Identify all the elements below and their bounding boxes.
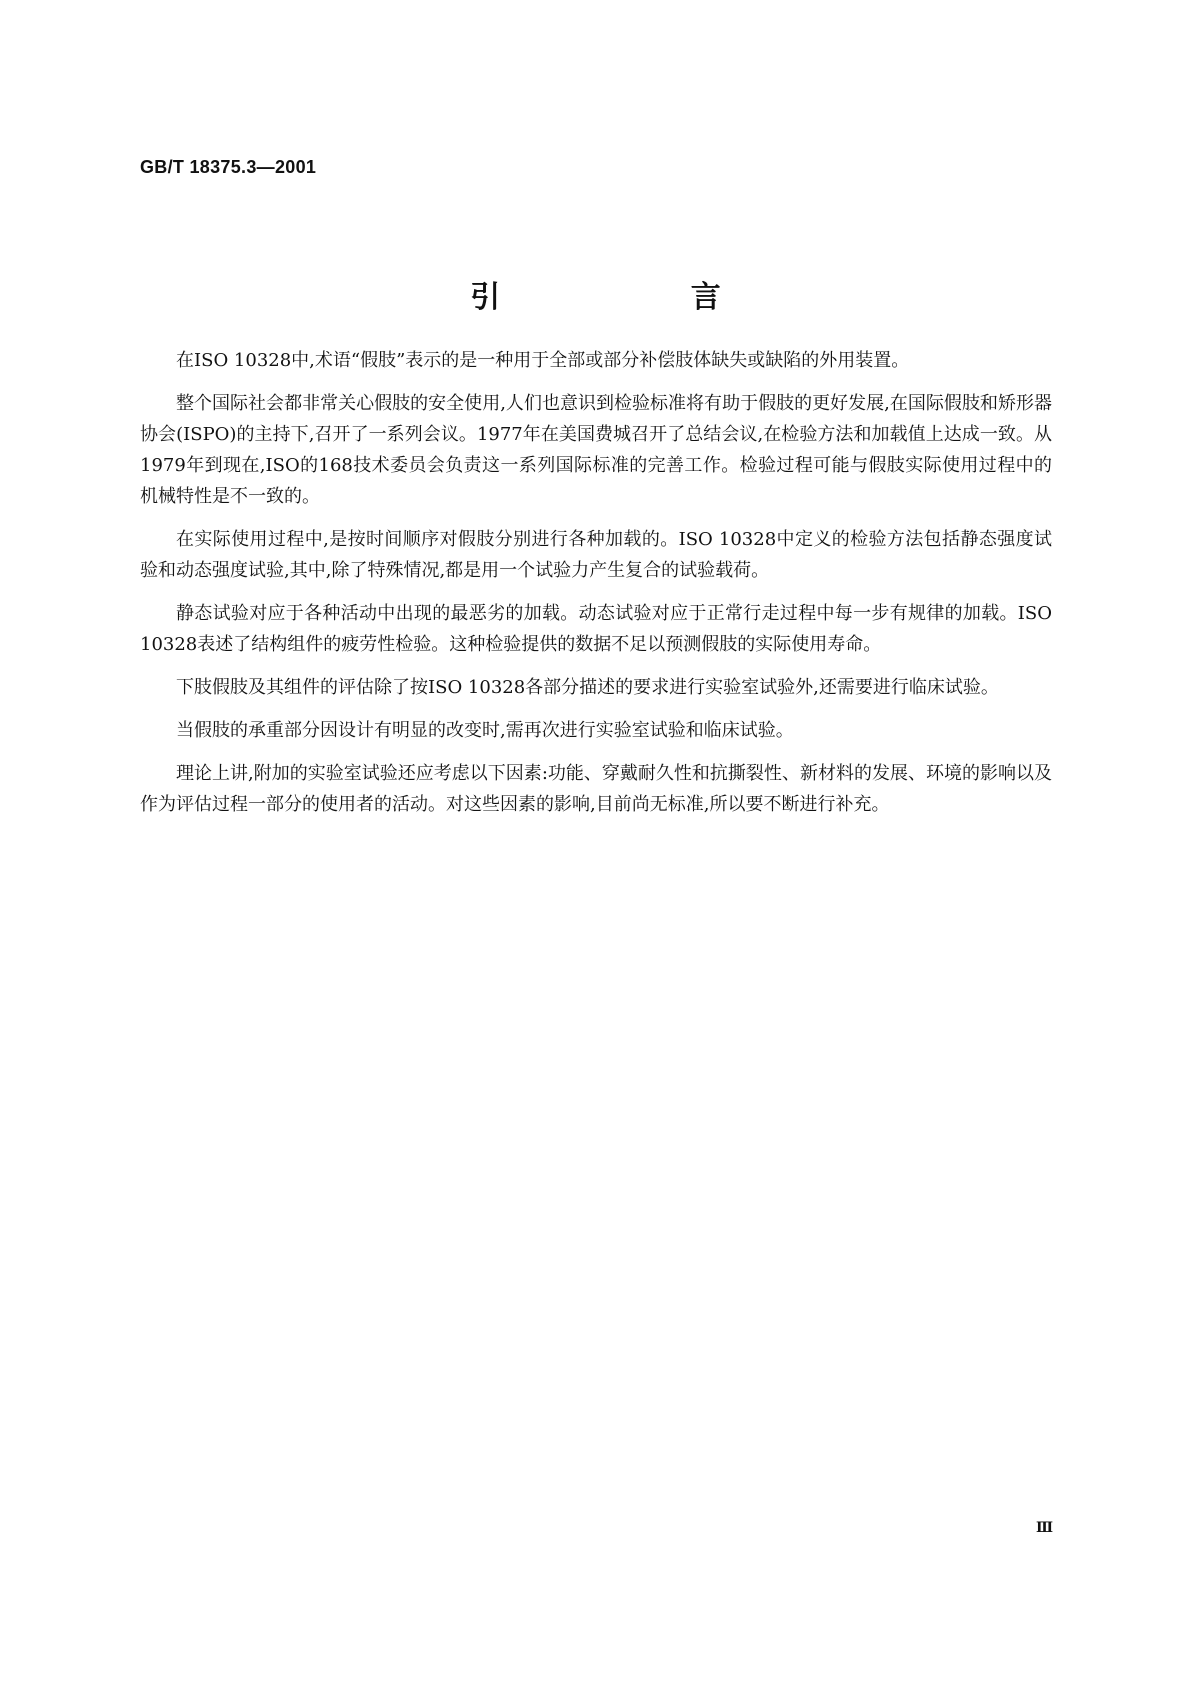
paragraph: 理论上讲,附加的实验室试验还应考虑以下因素:功能、穿戴耐久性和抗撕裂性、新材料的发展、环境的影响以及作为评估过程一部分的使用者的活动。对这些因素的影响,目前尚无标准,所以要不断进行补充。 bbox=[140, 763, 1052, 815]
page-number: Ⅲ bbox=[1036, 1520, 1054, 1536]
paragraph: 在实际使用过程中,是按时间顺序对假肢分别进行各种加载的。ISO 10328中定义的检验方法包括静态强度试验和动态强度试验,其中,除了特殊情况,都是用一个试验力产生复合的试验载荷。 bbox=[140, 529, 1052, 581]
paragraph: 在ISO 10328中,术语“假肢”表示的是一种用于全部或部分补偿肢体缺失或缺陷的外用装置。 bbox=[176, 350, 910, 371]
paragraph: 静态试验对应于各种活动中出现的最恶劣的加载。动态试验对应于正常行走过程中每一步有规律的加载。ISO 10328表述了结构组件的疲劳性检验。这种检验提供的数据不足以预测假肢的实际使用寿命。 bbox=[140, 603, 1052, 655]
paragraph: 整个国际社会都非常关心假肢的安全使用,人们也意识到检验标准将有助于假肢的更好发展,在国际假肢和矫形器协会(ISPO)的主持下,召开了一系列会议。1977年在美国费城召开了总结会议,在检验方法和加载值上达成一致。从1979年到现在,ISO的168技术委员会负责这一系列国际标准的完善工作。检验过程可能与假肢实际使用过程中的机械特性是不一致的。 bbox=[140, 393, 1052, 507]
paragraph: 当假肢的承重部分因设计有明显的改变时,需再次进行实验室试验和临床试验。 bbox=[176, 720, 794, 741]
section-title: 引 言 bbox=[470, 280, 811, 315]
standard-code: GB/T 18375.3—2001 bbox=[140, 157, 317, 177]
paragraph: 下肢假肢及其组件的评估除了按ISO 10328各部分描述的要求进行实验室试验外,还需要进行临床试验。 bbox=[176, 677, 999, 698]
body-text bbox=[140, 345, 1052, 832]
